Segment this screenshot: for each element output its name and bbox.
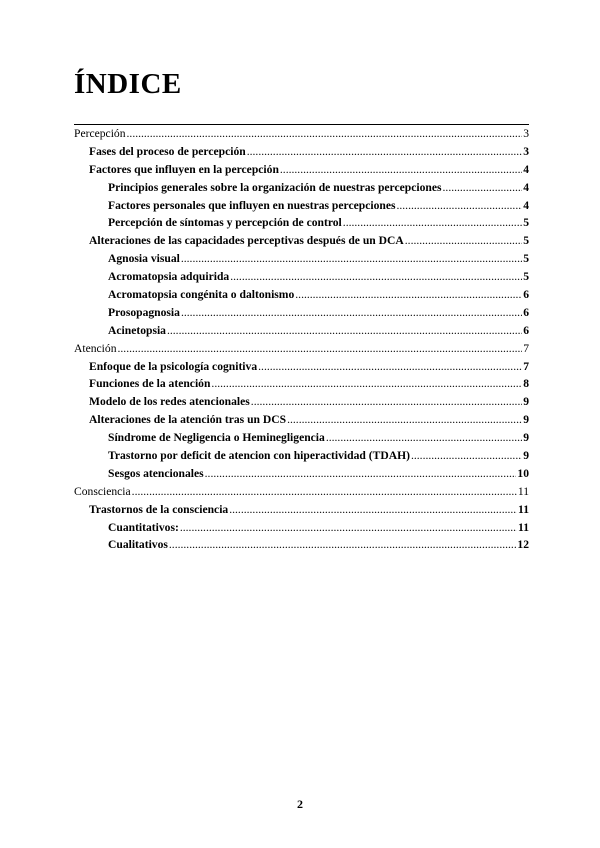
toc-leader-dots bbox=[229, 501, 517, 519]
toc-entry-page: 3 bbox=[523, 127, 529, 140]
toc-entry[interactable] bbox=[74, 358, 529, 376]
toc-entry[interactable] bbox=[74, 268, 529, 286]
toc-entry[interactable] bbox=[74, 161, 529, 179]
toc-entry-page: 8 bbox=[523, 377, 529, 391]
toc-leader-dots bbox=[295, 286, 522, 304]
toc-entry[interactable] bbox=[74, 447, 529, 465]
page-title: ÍNDICE bbox=[74, 68, 182, 100]
toc-entry-page: 3 bbox=[523, 144, 529, 158]
toc-leader-dots bbox=[118, 340, 523, 358]
toc-entry-page: 6 bbox=[523, 305, 529, 319]
toc-entry-page: 5 bbox=[523, 216, 529, 230]
toc-leader-dots bbox=[180, 519, 517, 537]
toc-entry-label: Cualitativos bbox=[108, 538, 168, 552]
toc-entry-page: 9 bbox=[523, 449, 529, 463]
toc-entry-label: Consciencia bbox=[74, 484, 131, 498]
toc-entry[interactable] bbox=[74, 125, 529, 143]
toc-entry-label: Principios generales sobre la organización de nuestras percepciones bbox=[108, 180, 442, 194]
toc-entry-label: Sesgos atencionales bbox=[108, 466, 204, 480]
toc-entry-label: Trastorno por deficit de atencion con hiperactividad (TDAH) bbox=[108, 449, 410, 463]
toc-leader-dots bbox=[287, 411, 522, 429]
toc-entry[interactable] bbox=[74, 519, 529, 537]
toc-entry[interactable] bbox=[74, 340, 529, 358]
toc-entry-label: Modelo de los redes atencionales bbox=[89, 395, 250, 409]
toc-leader-dots bbox=[247, 143, 522, 161]
toc-entry[interactable] bbox=[74, 411, 529, 429]
toc-entry-label: Acinetopsia bbox=[108, 323, 166, 337]
toc-entry-label: Factores que influyen en la percepción bbox=[89, 162, 279, 176]
toc-entry-page: 9 bbox=[523, 431, 529, 445]
toc-entry-page: 9 bbox=[523, 395, 529, 409]
toc-leader-dots bbox=[181, 250, 522, 268]
toc-leader-dots bbox=[343, 214, 522, 232]
toc-entry-label: Atención bbox=[74, 341, 117, 355]
toc-entry-page: 7 bbox=[523, 341, 529, 355]
toc-entry-page: 11 bbox=[517, 484, 529, 498]
toc-entry-label: Enfoque de la psicología cognitiva bbox=[89, 359, 258, 373]
toc-entry-label: Alteraciones de la atención tras un DCS bbox=[89, 413, 287, 427]
toc-entry-label: Acromatopsia congénita o daltonismo bbox=[108, 288, 295, 302]
toc-entry-page: 11 bbox=[518, 502, 529, 516]
toc-entry-page: 6 bbox=[523, 323, 529, 337]
toc-leader-dots bbox=[127, 125, 523, 143]
toc-leader-dots bbox=[169, 536, 517, 554]
toc-leader-dots bbox=[230, 268, 522, 286]
toc-entry-page: 5 bbox=[523, 234, 529, 248]
toc-leader-dots bbox=[411, 447, 522, 465]
toc-entry[interactable] bbox=[74, 304, 529, 322]
toc-entry-page: 4 bbox=[523, 180, 529, 194]
toc-leader-dots bbox=[251, 393, 522, 411]
toc-entry[interactable] bbox=[74, 250, 529, 268]
toc-leader-dots bbox=[167, 322, 522, 340]
toc-entry-page: 4 bbox=[523, 198, 529, 212]
toc-entry[interactable] bbox=[74, 375, 529, 393]
toc-entry-label: Fases del proceso de percepción bbox=[89, 144, 246, 158]
toc-entry-page: 4 bbox=[523, 162, 529, 176]
table-of-contents bbox=[74, 124, 529, 554]
toc-entry[interactable] bbox=[74, 501, 529, 519]
toc-leader-dots bbox=[132, 483, 517, 501]
toc-leader-dots bbox=[443, 179, 523, 197]
toc-entry-page: 11 bbox=[518, 520, 529, 534]
toc-entry-label: Percepción de síntomas y percepción de control bbox=[108, 216, 342, 230]
toc-leader-dots bbox=[405, 232, 522, 250]
toc-entry-label: Prosopagnosia bbox=[108, 305, 180, 319]
toc-leader-dots bbox=[258, 358, 522, 376]
toc-leader-dots bbox=[326, 429, 522, 447]
toc-entry[interactable] bbox=[74, 214, 529, 232]
toc-entry[interactable] bbox=[74, 429, 529, 447]
toc-entry-page: 6 bbox=[523, 288, 529, 302]
toc-leader-dots bbox=[280, 161, 522, 179]
toc-entry-label: Percepción bbox=[74, 127, 126, 140]
toc-entry-page: 5 bbox=[523, 270, 529, 284]
toc-entry[interactable] bbox=[74, 465, 529, 483]
toc-leader-dots bbox=[211, 375, 522, 393]
toc-entry[interactable] bbox=[74, 232, 529, 250]
toc-entry-label: Factores personales que influyen en nuestras percepciones bbox=[108, 198, 396, 212]
toc-entry-page: 10 bbox=[517, 466, 529, 480]
toc-entry-label: Síndrome de Negligencia o Heminegligencia bbox=[108, 431, 325, 445]
toc-leader-dots bbox=[181, 304, 522, 322]
toc-entry-label: Cuantitativos: bbox=[108, 520, 179, 534]
toc-entry[interactable] bbox=[74, 286, 529, 304]
toc-entry[interactable] bbox=[74, 143, 529, 161]
toc-entry-label: Acromatopsia adquirida bbox=[108, 270, 230, 284]
toc-entry-page: 12 bbox=[517, 538, 529, 552]
toc-entry-label: Alteraciones de las capacidades perceptivas después de un DCA bbox=[89, 234, 404, 248]
toc-entry-page: 5 bbox=[523, 252, 529, 266]
toc-entry-label: Agnosia visual bbox=[108, 252, 180, 266]
page-number: 2 bbox=[297, 797, 303, 811]
toc-entry[interactable] bbox=[74, 197, 529, 215]
toc-entry[interactable] bbox=[74, 483, 529, 501]
toc-entry[interactable] bbox=[74, 536, 529, 554]
toc-entry-label: Trastornos de la consciencia bbox=[89, 502, 229, 516]
toc-entry-page: 9 bbox=[523, 413, 529, 427]
toc-entry-label: Funciones de la atención bbox=[89, 377, 211, 391]
toc-entry[interactable] bbox=[74, 393, 529, 411]
toc-entry[interactable] bbox=[74, 322, 529, 340]
toc-entry[interactable] bbox=[74, 179, 529, 197]
toc-leader-dots bbox=[396, 197, 522, 215]
toc-leader-dots bbox=[205, 465, 517, 483]
toc-entry-page: 7 bbox=[523, 359, 529, 373]
